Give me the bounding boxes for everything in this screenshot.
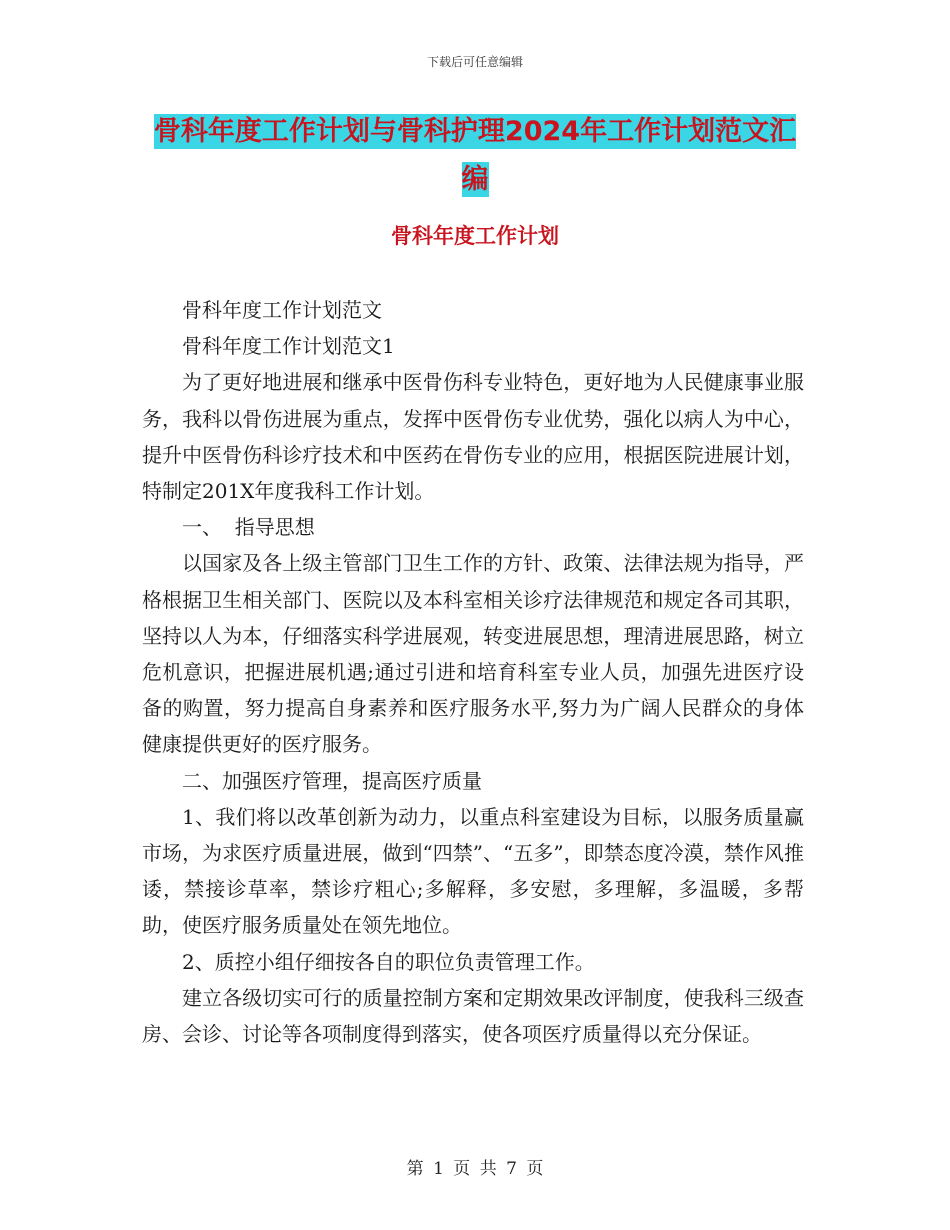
document-title-line-1: 骨科年度工作计划与骨科护理2024年工作计划范文汇 <box>153 116 797 147</box>
paragraph-subtitle: 骨科年度工作计划范文 <box>182 298 382 322</box>
paragraph-item-1: 1、我们将以改革创新为动力，以重点科室建设为目标，以服务质量赢市场，为求医疗质量进展，做到“四禁”、“五多”，即禁态度冷漠，禁作风推诿，禁接诊草率，禁诊疗粗心;多解释，多安慰，多理解，多温暖，多帮助，使医疗服务质量处在领先地位。 <box>142 804 804 938</box>
section-title: 骨科年度工作计划 <box>391 224 559 248</box>
document-title <box>0 108 950 204</box>
heading-guiding-ideology: 一、 指导思想 <box>182 515 315 540</box>
paragraph-quality-control: 建立各级切实可行的质量控制方案和定期效果改评制度，使我科三级查房、会诊、讨论等各项制度得到落实，使各项医疗质量得以充分保证。 <box>142 985 804 1047</box>
paragraph-item-2: 2、质控小组仔细按各自的职位负责管理工作。 <box>182 949 595 974</box>
page-footer: 第 1 页 共 7 页 <box>406 1159 544 1179</box>
document-title-line-2: 编 <box>461 164 489 195</box>
document-body <box>142 292 804 1052</box>
paragraph-subtitle-1: 骨科年度工作计划范文1 <box>182 334 395 359</box>
paragraph-guiding-ideology: 以国家及各上级主管部门卫生工作的方针、政策、法律法规为指导，严格根据卫生相关部门、医院以及本科室相关诊疗法律规范和规定各司其职，坚持以人为本，仔细落实科学进展观，转变进展思想，理清进展思路，树立危机意识，把握进展机遇;通过引进和培育科室专业人员，加强先进医疗设备的购置，努力提高自身素养和医疗服务水平,努力为广阔人民群众的身体健康提供更好的医疗服务。 <box>142 551 804 757</box>
header-note: 下载后可任意编辑 <box>426 55 523 69</box>
paragraph-intro: 为了更好地进展和继承中医骨伤科专业特色，更好地为人民健康事业服务，我科以骨伤进展为重点，发挥中医骨伤专业优势，强化以病人为中心，提升中医骨伤科诊疗技术和中医药在骨伤专业的应用，根据医院进展计划，特制定201X年度我科工作计划。 <box>142 370 804 504</box>
heading-medical-management: 二、加强医疗管理，提高医疗质量 <box>182 768 482 793</box>
